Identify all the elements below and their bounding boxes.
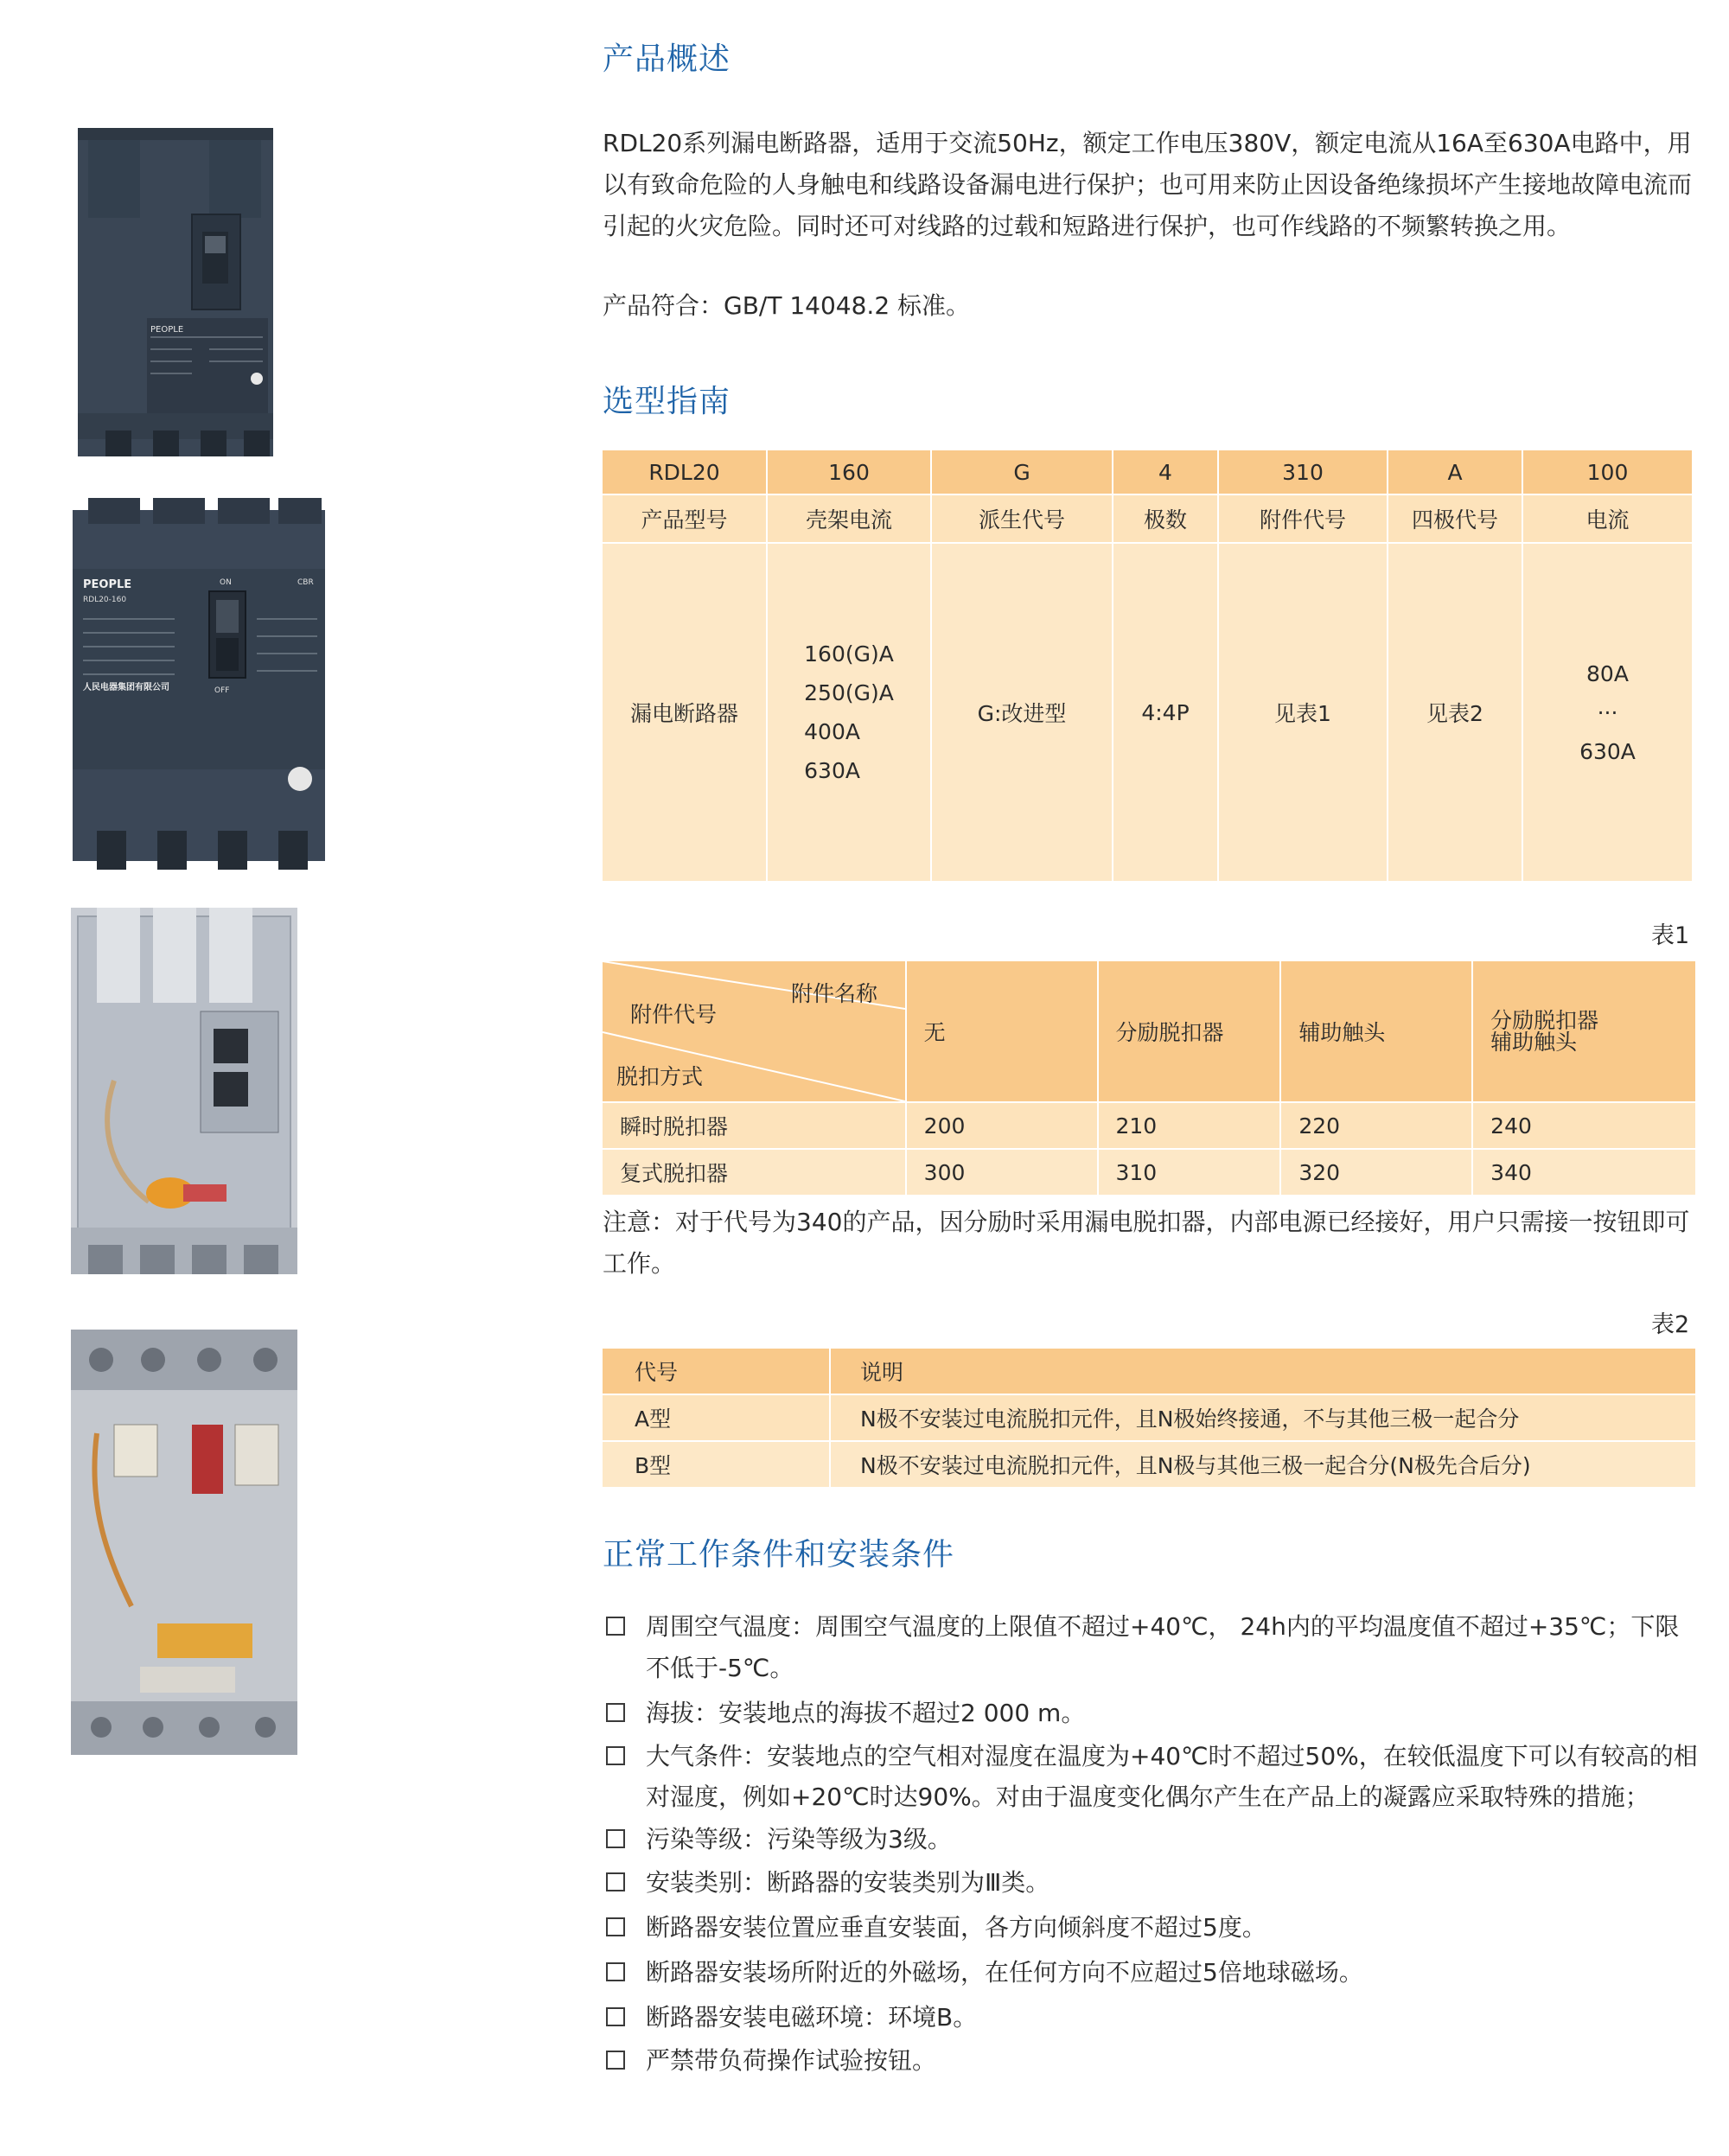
checkbox-icon (606, 1746, 625, 1765)
table-cell: 300 (906, 1149, 1098, 1195)
frame-option: 250(G)A (804, 680, 894, 705)
corner-trip-mode: 脱扣方式 (616, 1064, 704, 1089)
condition-text: 海拔：安装地点的海拔不超过2 000 m。 (646, 1699, 1086, 1727)
condition-text: 大气条件：安装地点的空气相对湿度在温度为+40℃时不超过50%，在较低温度下可以有较高的相对湿度，例如+20℃时达90%。对由于温度变化偶尔产生在产品上的凝露应采取特殊的措施； (646, 1742, 1698, 1811)
name-derive: 派生代号 (931, 494, 1113, 543)
condition-text: 周围空气温度：周围空气温度的上限值不超过+40℃， 24h内的平均温度值不超过+35℃；下限不低于-5℃。 (646, 1612, 1680, 1682)
conditions-list (603, 1606, 1700, 2082)
row-compound-name: 复式脱扣器 (603, 1149, 906, 1195)
code-derive: G (931, 450, 1113, 494)
condition-item (603, 1819, 1700, 1860)
current-option: 80A (1586, 660, 1629, 686)
overview-paragraph: RDL20系列漏电断路器，适用于交流50Hz，额定工作电压380V，额定电流从16A至630A电路中，用以有致命危险的人身触电和线路设备漏电进行保护；也可用来防止因设备绝缘损坏产生接地故障电流而引起的火灾危险。同时还可对线路的过载和短路进行保护，也可作线路的不频繁转换之用。 (603, 129, 1693, 240)
col-aux: 辅助触头 (1280, 961, 1472, 1102)
cbr-text: CBR (297, 578, 314, 587)
brand-text: PEOPLE (150, 325, 184, 335)
col-shunt-aux-line2: 辅助触头 (1490, 1030, 1578, 1055)
frame-option: 400A (804, 719, 860, 744)
name-accessory: 附件代号 (1218, 494, 1388, 543)
frame-option: 160(G)A (804, 641, 894, 667)
table-cell: 200 (906, 1102, 1098, 1149)
checkbox-icon (606, 1829, 625, 1848)
table-cell: 240 (1472, 1102, 1695, 1149)
col-shunt-aux-line1: 分励脱扣器 (1490, 1008, 1599, 1033)
checkbox-icon (606, 1617, 625, 1636)
name-frame: 壳架电流 (767, 494, 931, 543)
condition-text: 污染等级：污染等级为3级。 (646, 1825, 952, 1853)
condition-item (603, 1907, 1700, 1949)
value-poles: 4:4P (1113, 543, 1218, 881)
code-current: 100 (1522, 450, 1692, 494)
maker-text: 人民电器集团有限公司 (83, 683, 169, 692)
row-b-code: B型 (603, 1441, 830, 1487)
corner-accessory-name: 附件名称 (791, 981, 878, 1006)
row-b-desc: N极不安装过电流脱扣元件，且N极与其他三极一起合分(N极先合后分) (830, 1441, 1695, 1487)
selection-table (603, 450, 1692, 881)
table-cell: 320 (1280, 1149, 1472, 1195)
on-text: ON (220, 578, 232, 587)
table1-note: 注意：对于代号为340的产品，因分励时采用漏电脱扣器，内部电源已经接好，用户只需接一按钮即可工作。 (603, 1208, 1690, 1278)
value-frame (767, 543, 931, 881)
value-four-pole: 见表2 (1388, 543, 1522, 881)
table-cell: 220 (1280, 1102, 1472, 1149)
row-a-desc: N极不安装过电流脱扣元件，且N极始终接通，不与其他三极一起合分 (830, 1394, 1695, 1441)
conditions-heading: 正常工作条件和安装条件 (603, 1537, 955, 1572)
condition-text: 断路器安装位置应垂直安装面，各方向倾斜度不超过5度。 (646, 1913, 1266, 1942)
value-derive: G:改进型 (931, 543, 1113, 881)
table-cell: 310 (1098, 1149, 1281, 1195)
condition-item (603, 1606, 1700, 1689)
checkbox-icon (606, 2007, 625, 2026)
product-image-open-internal (71, 1330, 297, 1755)
current-option: 630A (1579, 738, 1636, 764)
code-accessory: 310 (1218, 450, 1388, 494)
selection-heading: 选型指南 (603, 384, 731, 419)
checkbox-icon (606, 1917, 625, 1936)
brand-text: PEOPLE (83, 578, 132, 591)
code-frame: 160 (767, 450, 931, 494)
row-instant-name: 瞬时脱扣器 (603, 1102, 906, 1149)
code-poles: 4 (1113, 450, 1218, 494)
overview-heading: 产品概述 (603, 41, 731, 77)
header-code: 代号 (603, 1349, 830, 1394)
frame-option: 630A (804, 758, 860, 783)
name-four-pole: 四极代号 (1388, 494, 1522, 543)
value-accessory: 见表1 (1218, 543, 1388, 881)
col-shunt-aux (1472, 961, 1695, 1102)
value-current (1522, 543, 1692, 881)
off-text: OFF (214, 686, 230, 695)
condition-text: 安装类别：断路器的安装类别为Ⅲ类。 (646, 1868, 1050, 1897)
table2-label: 表2 (1651, 1311, 1690, 1338)
checkbox-icon (606, 1872, 625, 1891)
four-pole-table (603, 1349, 1695, 1487)
name-current: 电流 (1522, 494, 1692, 543)
condition-item (603, 1693, 1700, 1734)
product-image-dark-compact (71, 128, 278, 458)
condition-item (603, 2040, 1700, 2082)
current-option: ··· (1597, 699, 1618, 725)
product-image-dark-rdl20-160 (71, 498, 330, 874)
checkbox-icon (606, 1962, 625, 1981)
row-a-code: A型 (603, 1394, 830, 1441)
condition-item (603, 1862, 1700, 1904)
model-text: RDL20-160 (83, 596, 127, 604)
product-image-transparent-internal (71, 908, 297, 1274)
name-poles: 极数 (1113, 494, 1218, 543)
checkbox-icon (606, 1703, 625, 1722)
overview-standard: 产品符合：GB/T 14048.2 标准。 (603, 291, 971, 320)
accessory-table (603, 961, 1695, 1195)
name-model: 产品型号 (603, 494, 767, 543)
condition-item (603, 1952, 1700, 1993)
table-cell: 210 (1098, 1102, 1281, 1149)
header-desc: 说明 (830, 1349, 1695, 1394)
condition-item (603, 1736, 1700, 1817)
value-model: 漏电断路器 (603, 543, 767, 881)
col-none: 无 (906, 961, 1098, 1102)
diagonal-header-cell (603, 961, 906, 1102)
condition-text: 严禁带负荷操作试验按钮。 (646, 2046, 937, 2075)
table-cell: 340 (1472, 1149, 1695, 1195)
code-model: RDL20 (603, 450, 767, 494)
corner-accessory-code: 附件代号 (630, 1002, 718, 1027)
condition-text: 断路器安装场所附近的外磁场，在任何方向不应超过5倍地球磁场。 (646, 1958, 1363, 1987)
col-shunt: 分励脱扣器 (1098, 961, 1281, 1102)
code-four-pole: A (1388, 450, 1522, 494)
table1-label: 表1 (1651, 922, 1690, 949)
condition-text: 断路器安装电磁环境：环境B。 (646, 2003, 978, 2032)
checkbox-icon (606, 2051, 625, 2070)
condition-item (603, 1997, 1700, 2038)
